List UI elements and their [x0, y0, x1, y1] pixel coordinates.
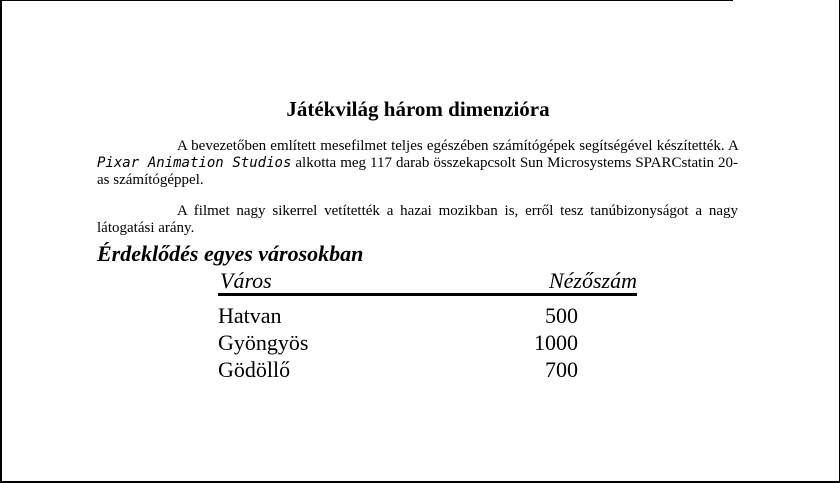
section-heading: Érdeklődés egyes városokban — [97, 241, 364, 266]
document-title: Játékvilág három dimenzióra — [286, 97, 550, 121]
cell-count: 1000 — [534, 330, 578, 355]
studio-name: Pixar Animation Studios — [97, 155, 292, 171]
column-header-count: Nézőszám — [548, 268, 637, 293]
frame-top-border — [0, 0, 733, 1]
table-row — [218, 356, 578, 383]
cell-count: 700 — [545, 357, 578, 382]
paragraph-reception — [97, 203, 738, 237]
paragraph-intro — [97, 138, 738, 189]
paragraph-intro-text-start: A bevezetőben említett mesefilmet teljes egészében számítógépek segítségével készítették. A — [177, 138, 738, 154]
table-row — [218, 329, 578, 356]
cell-city: Hatvan — [218, 303, 282, 328]
cell-city: Gyöngyös — [218, 330, 309, 355]
frame-left-border — [0, 0, 2, 483]
table-header — [218, 268, 637, 296]
table-row — [218, 302, 578, 329]
paragraph-reception-text: A filmet nagy sikerrel vetítették a hazai mozikban is, erről tesz tanúbizonyságot a nagy látogatási arány. — [97, 203, 738, 236]
cell-city: Gödöllő — [218, 357, 291, 382]
column-header-city: Város — [220, 268, 272, 293]
paragraph-intro-text-end: alkotta meg 117 darab összekapcsolt Sun Microsystems SPARCstatin 20-as számítógéppel. — [97, 155, 738, 188]
cell-count: 500 — [545, 303, 578, 328]
